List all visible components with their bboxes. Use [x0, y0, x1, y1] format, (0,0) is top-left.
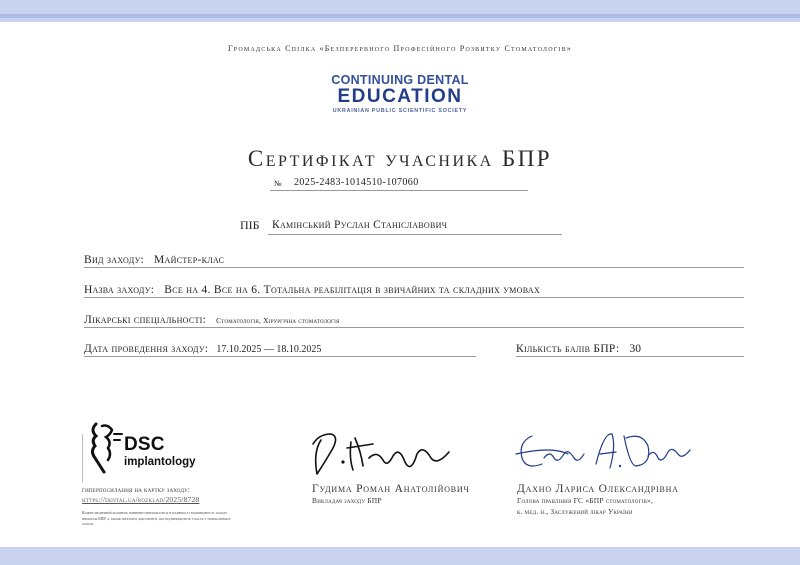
signatory-2-name: Дахно Лариса Олександрівна [517, 483, 679, 495]
participant-label: ПІБ [240, 218, 260, 232]
event-type-value: Майстер-клас [154, 254, 225, 266]
certificate-number: 2025-2483-1014510-107060 [294, 177, 419, 188]
bottom-band [0, 547, 800, 565]
hyperlink-label: гиперпосилання на картку заходу: [82, 486, 191, 494]
event-date-label: Дата проведення заходу: [84, 343, 209, 355]
partner-divider [82, 434, 83, 482]
signatory-2-role-line-2: к. мед. н., Заслужений лікар України [517, 507, 633, 516]
cde-logo [300, 74, 500, 114]
participant-name: Камінський Руслан Станіславович [272, 219, 448, 231]
points-value: 30 [629, 343, 642, 355]
signature-2-image [512, 424, 692, 476]
points-row [516, 339, 744, 357]
signatory-2 [517, 483, 737, 517]
certificate-number-row [270, 176, 528, 191]
top-band [0, 0, 800, 22]
fine-print: Кожен медичний фахівець повинен переконатися в наявності відповідності заходу вимогам БПР, а також зберігати документи, що підтверджують участь у навчальному заході. [82, 510, 231, 527]
logo-line-3: UKRAINIAN PUBLIC SCIENTIFIC SOCIETY [332, 108, 468, 114]
organization-name: Громадська Спілка «Безперервного Професійного Розвитку Стоматологів» [227, 44, 573, 53]
event-name-value: Все на 4. Все на 6. Тотальна реабілітація в звичайних та складних умовах [164, 284, 541, 296]
logo-line-1: CONTINUING DENTAL [331, 73, 469, 87]
specialties-row [84, 310, 744, 328]
participant-row [268, 218, 562, 235]
partner-logo [82, 416, 202, 476]
partner-logo-subtext: implantology [124, 456, 196, 468]
certificate-title: Сертифікат учасника БПР [247, 146, 553, 171]
partner-logo-text: DSC [124, 434, 165, 455]
event-date-value: 17.10.2025 — 18.10.2025 [216, 344, 322, 355]
event-date-row [84, 339, 476, 357]
event-name-row [84, 280, 744, 298]
signatory-1-role: Викладач заходу БПР [312, 496, 382, 505]
specialties-value: Стоматологія, Хірургічна стоматологія [216, 316, 340, 325]
event-type-label: Вид заходу: [84, 254, 145, 266]
signatory-1 [312, 483, 492, 506]
tooth-icon [86, 420, 126, 474]
signature-1-image [303, 422, 463, 482]
specialties-label: Лікарські спеціальності: [84, 314, 207, 326]
event-name-label: Назва заходу: [84, 284, 155, 296]
event-card-link[interactable]: https://dental.ua/rozklad/2025/8728 [82, 495, 200, 504]
logo-line-2: EDUCATION [337, 86, 463, 107]
event-type-row [84, 250, 744, 268]
points-label: Кількість балів БПР: [516, 343, 620, 355]
number-symbol: № [274, 179, 282, 188]
signatory-1-name: Гудима Роман Анатолійович [312, 483, 470, 495]
signatory-2-role-line-1: Голова правління ГС «БПР стоматологів», [517, 496, 654, 505]
